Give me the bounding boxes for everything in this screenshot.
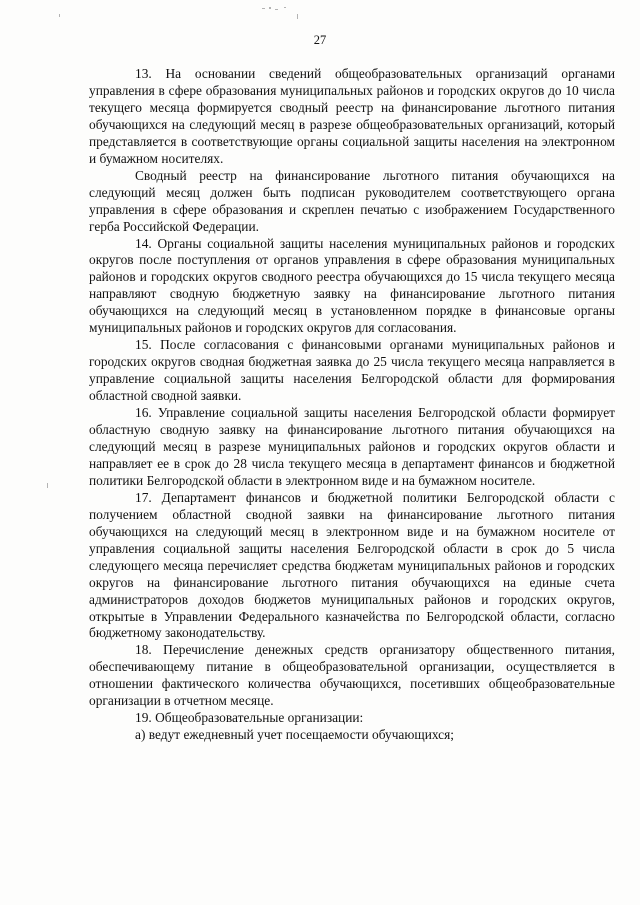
scan-artifact bbox=[297, 14, 298, 19]
paragraph-15: 15. После согласования с финансовыми органами муниципальных районов и городских округов сводная бюджетная заявка до 25 числа текущего месяца направляется в управление социальной защиты населения Белгородской области для формирования областной сводной заявки. bbox=[89, 337, 615, 404]
paragraph-17: 17. Департамент финансов и бюджетной политики Белгородской области с получением областной сводной заявки на финансирование льготного питания обучающихся на следующий месяц в электронном виде и на бумажном носителе от управления социальной защиты населения Белгородской области в срок до 5 числа следующего месяца перечисляет средства бюджетам муниципальных районов и городских округов на финансирование льготного питания обучающихся на единые счета администраторов доходов бюджетов муниципальных районов и городских округов, открытые в Управлении Федерального казначейства по Белгородской области, согласно бюджетному законодательству. bbox=[89, 489, 615, 641]
paragraph-16: 16. Управление социальной защиты населения Белгородской области формирует областную сводную заявку на финансирование льготного питания обучающихся на следующий месяц в разрезе муниципальных районов и городских округов области и направляет ее в срок до 28 числа текущего месяца в департамент финансов и бюджетной политики Белгородской области в электронном виде и на бумажном носителе. bbox=[89, 405, 615, 488]
paragraph-13: 13. На основании сведений общеобразовательных организаций органами управления в сфере образования муниципальных районов и городских округов до 10 числа текущего месяца формируется сводный реестр на финансирование льготного питания обучающихся на следующий месяц в разрезе общеобразовательных организаций, который представляется в соответствующие органы социальной защиты населения на электронном и бумажном носителях. bbox=[89, 66, 615, 166]
paragraph-14: 14. Органы социальной защиты населения муниципальных районов и городских округов после поступления от органов управления в сфере образования муниципальных районов и городских округов сводного реестра обучающихся до 15 числа текущего месяца направляют сводную бюджетную заявку на финансирование льготного питания обучающихся на следующий месяц в установленном порядке в финансовые органы муниципальных районов и городских округов для согласования. bbox=[89, 235, 615, 336]
page-number: 27 bbox=[313, 33, 327, 47]
document-body bbox=[89, 66, 615, 744]
paragraph-13-registry: Сводный реестр на финансирование льготного питания обучающихся на следующий месяц должен быть подписан руководителем соответствующего органа управления в сфере образования и скреплен печатью с изображением Государственного герба Российской Федерации. bbox=[89, 167, 615, 234]
scan-artifact bbox=[59, 14, 60, 17]
scan-artifact bbox=[284, 7, 286, 8]
paragraph-18: 18. Перечисление денежных средств организатору общественного питания, обеспечивающему питание в общеобразовательной организации, осуществляется в отношении фактического количества обучающихся, посетивших общеобразовательные организации в отчетном месяце. bbox=[89, 642, 615, 709]
scan-artifact bbox=[269, 7, 271, 9]
scan-artifact bbox=[275, 9, 278, 10]
paragraph-19-a: а) ведут ежедневный учет посещаемости обучающихся; bbox=[135, 727, 454, 743]
paragraph-19: 19. Общеобразовательные организации: bbox=[135, 710, 364, 726]
scan-artifact bbox=[47, 483, 48, 488]
scan-artifact bbox=[262, 8, 265, 9]
